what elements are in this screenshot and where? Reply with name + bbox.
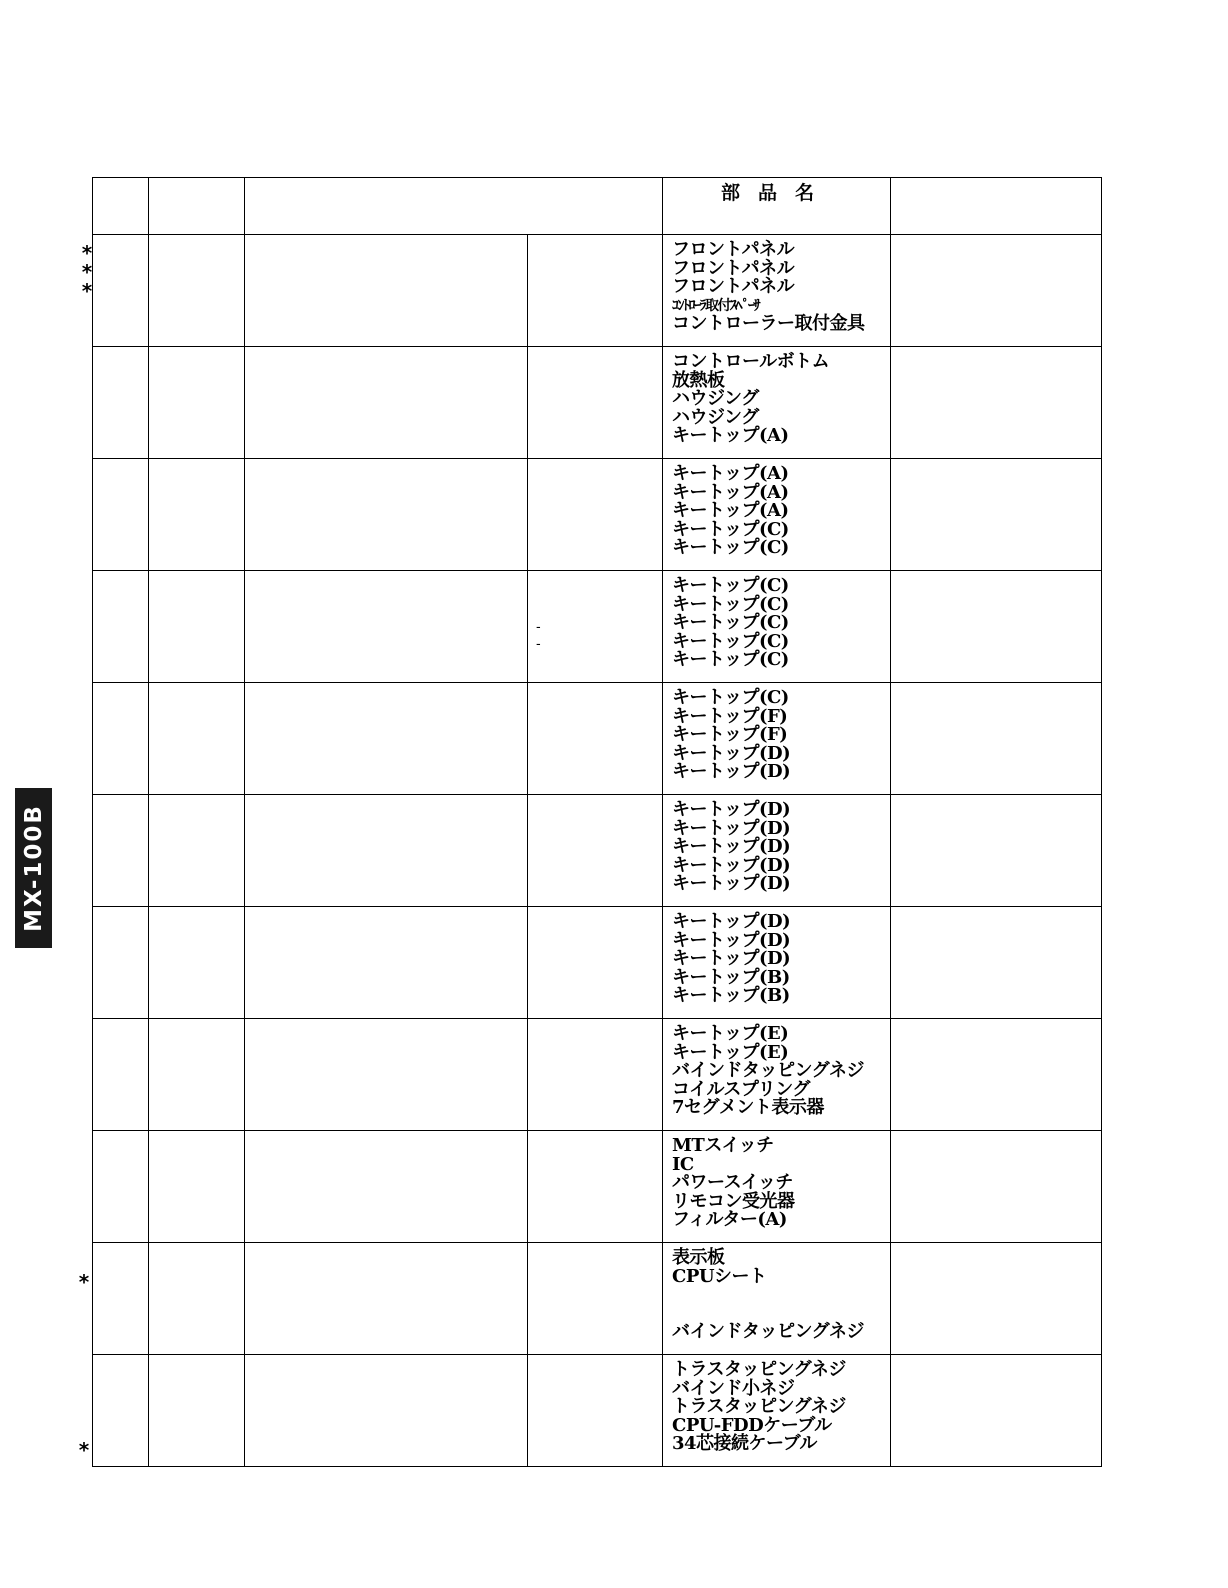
part-name: フロントパネル: [672, 257, 795, 279]
part-name: キートップ(C): [672, 593, 789, 615]
model-label-text: MX-100B: [20, 804, 47, 932]
part-name: 34芯接続ケーブル: [672, 1433, 817, 1455]
part-name: キートップ(A): [672, 500, 789, 522]
parts-list-table: [92, 177, 1102, 1467]
part-name: ハウジング: [672, 388, 759, 410]
part-name: リモコン受光器: [672, 1190, 795, 1212]
part-name-cell: [663, 907, 891, 1019]
part-name: キートップ(D): [672, 761, 791, 783]
part-name: キートップ(A): [672, 481, 789, 503]
part-name: キートップ(D): [672, 911, 791, 932]
table-row: [93, 1243, 1102, 1355]
part-name: MTスイッチ: [672, 1135, 774, 1156]
part-name: 7セグメント表示器: [672, 1097, 824, 1119]
part-name: フロントパネル: [672, 239, 795, 260]
part-name-cell: [663, 347, 891, 459]
part-name-cell: [663, 235, 891, 347]
part-name: バインドタッピングネジ: [672, 1321, 864, 1343]
table-row: [93, 1355, 1102, 1467]
table-row: [93, 683, 1102, 795]
part-name: 放熱板: [672, 369, 725, 391]
table-row: [93, 795, 1102, 907]
dash-mark: -: [536, 635, 541, 651]
part-name: バインドタッピングネジ: [672, 1060, 864, 1082]
part-name: キートップ(C): [672, 612, 789, 634]
table-row: [93, 459, 1102, 571]
part-name-cell: [663, 571, 891, 683]
table-row: [93, 347, 1102, 459]
dash-mark: -: [536, 618, 541, 634]
part-name: キートップ(E): [672, 1041, 789, 1063]
part-name: バインド小ネジ: [672, 1377, 795, 1399]
part-name: キートップ(D): [672, 854, 791, 876]
part-name: フィルター(A): [672, 1209, 787, 1231]
part-name: キートップ(C): [672, 630, 789, 652]
part-name-cell: [663, 1019, 891, 1131]
part-name: キートップ(D): [672, 817, 791, 839]
part-name: キートップ(D): [672, 836, 791, 858]
part-name: トラスタッピングネジ: [672, 1359, 846, 1380]
part-name: コントロールボトム: [672, 351, 830, 372]
change-mark: *: [81, 241, 94, 265]
part-name: 表示板: [672, 1247, 725, 1268]
table-row: [93, 571, 1102, 683]
part-name: ハウジング: [672, 406, 759, 428]
table-row: [93, 907, 1102, 1019]
part-name: キートップ(C): [672, 537, 789, 559]
table-row: [93, 1019, 1102, 1131]
part-name: キートップ(D): [672, 873, 791, 895]
part-name: キートップ(D): [672, 948, 791, 970]
header-cell-6: [891, 178, 1102, 235]
part-name: キートップ(D): [672, 929, 791, 951]
part-name: CPU-FDDケーブル: [672, 1414, 832, 1436]
part-name: キートップ(B): [672, 985, 790, 1007]
part-name: キートップ(C): [672, 518, 789, 540]
part-name: キートップ(E): [672, 1023, 789, 1044]
part-name: キートップ(A): [672, 425, 789, 447]
part-name: キートップ(A): [672, 463, 789, 484]
header-cell-2: [149, 178, 245, 235]
part-name: キートップ(C): [672, 649, 789, 671]
change-mark: *: [78, 1270, 91, 1294]
part-name-header: 部品名: [663, 178, 891, 235]
header-cell-3: [245, 178, 663, 235]
part-name: ｺﾝﾄﾛｰﾗ取付ｽﾍﾟｰｻ: [672, 297, 759, 314]
model-label: [15, 788, 52, 948]
part-name: トラスタッピングネジ: [672, 1396, 846, 1418]
part-name-cell: [663, 1243, 891, 1355]
part-name: キートップ(C): [672, 575, 789, 596]
part-name: フロントパネル: [672, 276, 795, 298]
part-name-cell: [663, 795, 891, 907]
part-name-cell: [663, 1355, 891, 1467]
part-name-cell: [663, 1131, 891, 1243]
part-name: キートップ(D): [672, 799, 791, 820]
header-row: [93, 178, 1102, 235]
part-name-cell: [663, 459, 891, 571]
part-name: キートップ(D): [672, 742, 791, 764]
part-name: パワースイッチ: [672, 1172, 793, 1194]
part-name: IC: [672, 1153, 694, 1175]
part-name: キートップ(F): [672, 705, 788, 727]
part-name-cell: [663, 683, 891, 795]
part-name: キートップ(C): [672, 687, 789, 708]
change-mark: *: [81, 279, 94, 303]
table-row: [93, 1131, 1102, 1243]
change-mark: *: [81, 260, 94, 284]
blank-line: [672, 1286, 890, 1323]
part-name: キートップ(F): [672, 724, 788, 746]
part-name: コイルスプリング: [672, 1078, 810, 1100]
header-cell-1: [93, 178, 149, 235]
table-row: [93, 235, 1102, 347]
part-name: キートップ(B): [672, 966, 790, 988]
change-mark: *: [78, 1438, 91, 1462]
part-name: コントローラー取付金具: [672, 313, 865, 335]
part-name: CPUシート: [672, 1265, 767, 1287]
